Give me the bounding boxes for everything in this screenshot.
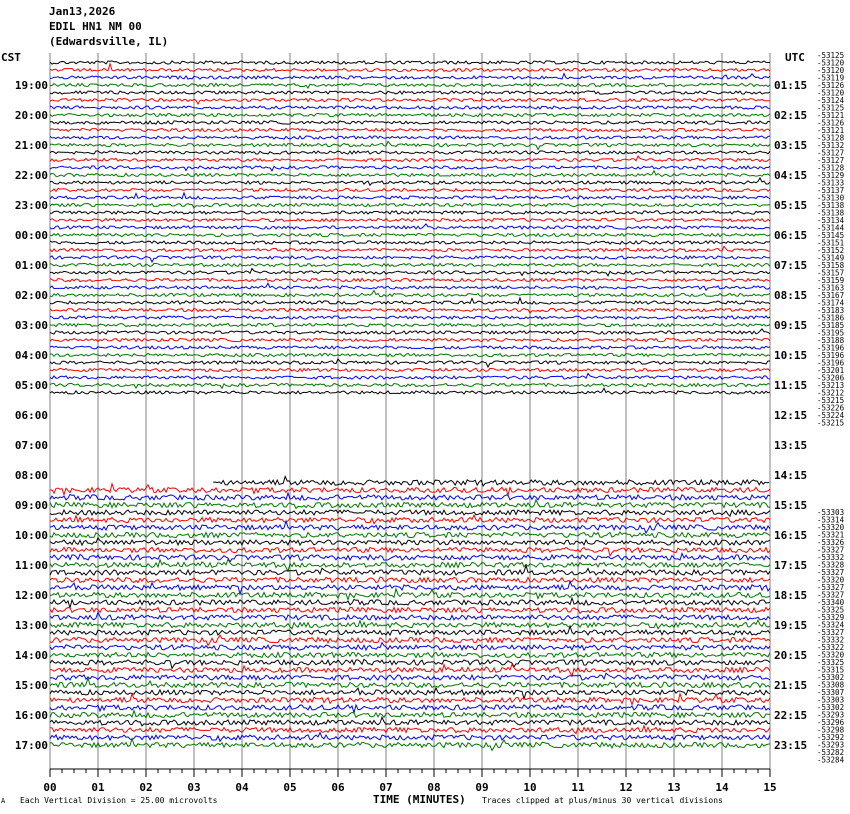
trace-offset-label: -53125 xyxy=(817,103,845,113)
left-hour-label: 06:00 xyxy=(14,409,48,422)
left-hour-label: 02:00 xyxy=(14,289,48,302)
x-tick-label-04: 04 xyxy=(235,781,249,794)
trace-12:00-2 xyxy=(50,582,770,595)
trace-09:00-0 xyxy=(213,477,769,486)
right-hour-label: 20:15 xyxy=(774,649,808,662)
left-hour-label: 01:00 xyxy=(14,259,48,272)
trace-offset-label: -53293 xyxy=(817,710,845,720)
trace-offset-label: -53320 xyxy=(817,650,845,660)
trace-offset-labels xyxy=(817,51,845,765)
trace-offset-label: -53185 xyxy=(817,321,845,330)
trace-16:00-3 xyxy=(50,711,770,718)
x-tick-label-07: 07 xyxy=(379,781,393,794)
trace-offset-label: -53320 xyxy=(817,575,845,585)
trace-offset-label: -53149 xyxy=(817,253,845,263)
clip-note: Traces clipped at plus/minus 30 vertical divisions xyxy=(482,796,723,805)
left-hour-label: 00:00 xyxy=(14,229,48,242)
trace-offset-label: -53328 xyxy=(817,560,845,570)
trace-01:00-3 xyxy=(50,263,770,266)
trace-20:00-2 xyxy=(50,106,770,109)
trace-offset-label: -53196 xyxy=(817,358,845,368)
trace-09:00-1 xyxy=(50,484,770,496)
right-hour-label: 14:15 xyxy=(774,469,808,482)
trace-offset-label: -53224 xyxy=(817,411,845,420)
trace-02:00-2 xyxy=(50,283,770,290)
trace-21:00-3 xyxy=(50,141,770,149)
left-hour-label: 05:00 xyxy=(14,379,48,392)
trace-offset-label: -53307 xyxy=(817,688,845,697)
trace-offset-label: -53321 xyxy=(817,530,845,540)
trace-offset-label: -53127 xyxy=(817,156,845,165)
trace-19:00-0 xyxy=(50,61,770,64)
trace-22:00-3 xyxy=(50,171,770,177)
x-tick-label-06: 06 xyxy=(331,781,345,794)
x-tick-label-05: 05 xyxy=(283,781,297,794)
right-hour-label: 03:15 xyxy=(774,139,808,152)
trace-00:00-1 xyxy=(50,218,770,221)
trace-offset-label: -53134 xyxy=(817,216,845,225)
left-hour-label: 20:00 xyxy=(14,109,48,122)
trace-offset-label: -53145 xyxy=(817,231,845,240)
trace-15:00-3 xyxy=(50,678,770,688)
trace-16:00-2 xyxy=(50,705,770,713)
corner-mark: A xyxy=(1,797,6,805)
trace-offset-label: -53152 xyxy=(817,246,845,255)
trace-00:00-0 xyxy=(50,211,770,214)
trace-offset-label: -53121 xyxy=(817,126,845,135)
trace-01:00-0 xyxy=(50,241,770,244)
left-hour-label: 08:00 xyxy=(14,469,48,482)
x-tick-label-03: 03 xyxy=(187,781,201,794)
trace-17:00-3 xyxy=(50,739,770,751)
right-hour-label: 22:15 xyxy=(774,709,808,722)
trace-16:00-0 xyxy=(50,688,770,699)
trace-23:00-0 xyxy=(50,178,770,185)
trace-14:00-3 xyxy=(50,652,770,657)
left-hour-label: 09:00 xyxy=(14,499,48,512)
right-hour-label: 02:15 xyxy=(774,109,808,122)
trace-21:00-2 xyxy=(50,136,770,139)
trace-offset-label: -53151 xyxy=(817,238,845,248)
trace-09:00-3 xyxy=(50,500,770,509)
trace-offset-label: -53302 xyxy=(817,673,845,682)
trace-17:00-2 xyxy=(50,733,770,742)
trace-11:00-2 xyxy=(50,553,770,561)
grid-lines xyxy=(50,53,770,769)
trace-13:00-2 xyxy=(50,612,770,620)
trace-04:00-0 xyxy=(50,329,770,334)
trace-offset-label: -53326 xyxy=(817,538,845,547)
trace-offset-label: -53298 xyxy=(817,725,845,735)
trace-17:00-1 xyxy=(50,726,770,734)
trace-offset-label: -53340 xyxy=(817,598,845,607)
x-tick-label-09: 09 xyxy=(475,781,489,794)
trace-22:00-1 xyxy=(50,156,770,162)
right-hour-label: 13:15 xyxy=(774,439,808,452)
trace-15:00-1 xyxy=(50,664,770,676)
trace-04:00-1 xyxy=(50,338,770,341)
trace-14:00-2 xyxy=(50,643,770,650)
trace-offset-label: -53293 xyxy=(817,740,845,750)
left-hour-label: 14:00 xyxy=(14,649,48,662)
left-hour-label: 23:00 xyxy=(14,199,48,212)
trace-offset-label: -53128 xyxy=(817,133,845,143)
station-label: EDIL HN1 NM 00 xyxy=(49,20,142,33)
trace-03:00-0 xyxy=(50,298,770,304)
trace-10:00-1 xyxy=(50,515,770,524)
right-hour-label: 10:15 xyxy=(774,349,808,362)
trace-offset-label: -53128 xyxy=(817,163,845,173)
trace-offset-label: -53201 xyxy=(817,366,845,375)
trace-00:00-2 xyxy=(50,224,770,229)
trace-offset-label: -53138 xyxy=(817,201,845,210)
trace-20:00-0 xyxy=(50,91,770,94)
trace-offset-label: -53144 xyxy=(817,223,845,233)
date-label: Jan13,2026 xyxy=(49,5,116,18)
trace-offset-label: -53121 xyxy=(817,111,845,120)
trace-offset-label: -53329 xyxy=(817,613,845,622)
trace-05:00-1 xyxy=(50,368,770,371)
x-tick-label-10: 10 xyxy=(523,781,537,794)
trace-offset-label: -53332 xyxy=(817,553,845,562)
trace-20:00-1 xyxy=(50,98,770,104)
left-timezone-label: CST xyxy=(1,51,21,64)
x-tick-label-13: 13 xyxy=(667,781,681,794)
trace-11:00-3 xyxy=(50,559,770,571)
x-tick-label-00: 00 xyxy=(43,781,57,794)
trace-15:00-2 xyxy=(50,673,770,680)
trace-13:00-3 xyxy=(50,620,770,629)
trace-23:00-1 xyxy=(50,188,770,191)
trace-21:00-0 xyxy=(50,121,770,124)
left-hour-label: 07:00 xyxy=(14,439,48,452)
right-hour-label: 23:15 xyxy=(774,739,808,752)
x-tick-label-14: 14 xyxy=(715,781,729,794)
trace-offset-label: -53327 xyxy=(817,545,845,555)
left-hour-label: 03:00 xyxy=(14,319,48,332)
trace-01:00-1 xyxy=(50,246,770,251)
trace-offset-label: -53324 xyxy=(817,620,845,630)
right-hour-label: 09:15 xyxy=(774,319,808,332)
left-hour-label: 13:00 xyxy=(14,619,48,632)
right-hour-label: 19:15 xyxy=(774,619,808,632)
trace-offset-label: -53314 xyxy=(817,515,845,525)
right-hour-labels xyxy=(774,79,807,752)
trace-04:00-3 xyxy=(50,353,770,356)
trace-offset-label: -53315 xyxy=(817,665,845,675)
x-tick-label-11: 11 xyxy=(571,781,585,794)
left-hour-label: 10:00 xyxy=(14,529,48,542)
left-hour-label: 11:00 xyxy=(14,559,48,572)
trace-offset-label: -53133 xyxy=(817,178,845,188)
trace-offset-label: -53212 xyxy=(817,388,845,398)
trace-19:00-2 xyxy=(50,74,770,80)
trace-offset-label: -53159 xyxy=(817,276,845,285)
trace-offset-label: -53196 xyxy=(817,343,845,353)
trace-05:00-0 xyxy=(50,359,770,367)
left-hour-label: 16:00 xyxy=(14,709,48,722)
left-hour-labels xyxy=(15,79,48,752)
left-hour-label: 15:00 xyxy=(14,679,48,692)
trace-10:00-2 xyxy=(50,521,770,533)
right-hour-label: 16:15 xyxy=(774,529,808,542)
trace-21:00-1 xyxy=(50,128,770,131)
right-hour-label: 08:15 xyxy=(774,289,808,302)
trace-offset-label: -53163 xyxy=(817,283,845,293)
trace-offset-label: -53132 xyxy=(817,141,845,150)
trace-15:00-0 xyxy=(50,659,770,668)
trace-11:00-0 xyxy=(50,538,770,545)
trace-offset-label: -53308 xyxy=(817,680,845,690)
trace-06:00-0 xyxy=(50,388,770,394)
trace-offset-label: -53127 xyxy=(817,148,845,158)
trace-04:00-2 xyxy=(50,346,770,349)
trace-02:00-1 xyxy=(50,278,770,281)
trace-offset-label: -53120 xyxy=(817,58,845,68)
trace-17:00-0 xyxy=(50,717,770,726)
trace-offset-label: -53292 xyxy=(817,733,845,742)
location-label: (Edwardsville, IL) xyxy=(49,35,169,48)
trace-offset-label: -53120 xyxy=(817,66,845,75)
right-hour-label: 07:15 xyxy=(774,259,808,272)
x-tick-label-08: 08 xyxy=(427,781,441,794)
trace-offset-label: -53215 xyxy=(817,418,845,428)
trace-05:00-3 xyxy=(50,383,770,388)
trace-22:00-0 xyxy=(50,151,770,154)
right-hour-label: 15:15 xyxy=(774,499,808,512)
right-hour-label: 04:15 xyxy=(774,169,808,182)
trace-23:00-3 xyxy=(50,203,770,208)
x-axis-title: TIME (MINUTES) xyxy=(373,793,466,806)
trace-offset-label: -53226 xyxy=(817,403,845,413)
trace-offset-label: -53320 xyxy=(817,523,845,532)
trace-offset-label: -53124 xyxy=(817,96,845,105)
trace-offset-label: -53327 xyxy=(817,628,845,637)
trace-13:00-0 xyxy=(50,598,770,608)
trace-12:00-3 xyxy=(50,589,770,600)
right-hour-label: 06:15 xyxy=(774,229,808,242)
right-hour-label: 01:15 xyxy=(774,79,808,92)
trace-offset-label: -53322 xyxy=(817,643,845,652)
trace-offset-label: -53125 xyxy=(817,51,845,60)
trace-offset-label: -53213 xyxy=(817,381,845,390)
right-hour-label: 12:15 xyxy=(774,409,808,422)
trace-23:00-2 xyxy=(50,193,770,199)
trace-offset-label: -53174 xyxy=(817,298,845,308)
trace-offset-label: -53137 xyxy=(817,186,845,195)
trace-offset-label: -53303 xyxy=(817,695,845,705)
trace-offset-label: -53138 xyxy=(817,208,845,218)
trace-offset-label: -53327 xyxy=(817,568,845,577)
trace-02:00-3 xyxy=(50,290,770,296)
trace-01:00-2 xyxy=(50,256,770,262)
trace-offset-label: -53206 xyxy=(817,373,845,383)
trace-offset-label: -53119 xyxy=(817,73,845,83)
right-timezone-label: UTC xyxy=(785,51,805,64)
trace-00:00-3 xyxy=(50,233,770,236)
trace-offset-label: -53158 xyxy=(817,261,845,270)
right-hour-label: 18:15 xyxy=(774,589,808,602)
trace-offset-label: -53167 xyxy=(817,291,845,300)
trace-offset-label: -53120 xyxy=(817,88,845,98)
trace-20:00-3 xyxy=(50,113,770,116)
trace-offset-label: -53282 xyxy=(817,748,845,757)
trace-offset-label: -53129 xyxy=(817,171,845,180)
trace-03:00-3 xyxy=(50,323,770,326)
trace-14:00-1 xyxy=(50,635,770,645)
trace-offset-label: -53325 xyxy=(817,605,845,615)
trace-offset-label: -53188 xyxy=(817,336,845,345)
trace-10:00-3 xyxy=(50,532,770,538)
trace-offset-label: -53296 xyxy=(817,718,845,727)
left-hour-label: 22:00 xyxy=(14,169,48,182)
x-tick-label-02: 02 xyxy=(139,781,153,794)
left-hour-label: 04:00 xyxy=(14,349,48,362)
trace-offset-label: -53303 xyxy=(817,508,845,517)
trace-offset-label: -53195 xyxy=(817,328,845,338)
left-hour-label: 17:00 xyxy=(14,739,48,752)
trace-offset-label: -53325 xyxy=(817,658,845,667)
trace-offset-label: -53327 xyxy=(817,583,845,592)
trace-10:00-0 xyxy=(50,510,770,516)
trace-05:00-2 xyxy=(50,374,770,380)
x-tick-label-01: 01 xyxy=(91,781,105,794)
trace-offset-label: -53215 xyxy=(817,396,845,405)
trace-13:00-1 xyxy=(50,607,770,613)
x-tick-label-12: 12 xyxy=(619,781,633,794)
trace-12:00-1 xyxy=(50,577,770,583)
trace-11:00-1 xyxy=(50,547,770,556)
right-hour-label: 11:15 xyxy=(774,379,808,392)
trace-offset-label: -53130 xyxy=(817,193,845,203)
right-hour-label: 17:15 xyxy=(774,559,808,572)
trace-offset-label: -53332 xyxy=(817,635,845,645)
x-tick-label-15: 15 xyxy=(763,781,777,794)
trace-22:00-2 xyxy=(50,166,770,171)
trace-offset-label: -53126 xyxy=(817,81,845,90)
right-hour-label: 05:15 xyxy=(774,199,808,212)
right-hour-label: 21:15 xyxy=(774,679,808,692)
trace-offset-label: -53183 xyxy=(817,306,845,315)
trace-19:00-3 xyxy=(50,83,770,88)
left-hour-label: 19:00 xyxy=(14,79,48,92)
trace-offset-label: -53157 xyxy=(817,268,845,278)
trace-09:00-2 xyxy=(50,493,770,500)
trace-group xyxy=(50,61,770,751)
left-hour-label: 21:00 xyxy=(14,139,48,152)
trace-16:00-1 xyxy=(50,694,770,705)
trace-offset-label: -53196 xyxy=(817,351,845,360)
trace-offset-label: -53327 xyxy=(817,590,845,600)
left-hour-label: 12:00 xyxy=(14,589,48,602)
trace-offset-label: -53302 xyxy=(817,703,845,712)
trace-offset-label: -53186 xyxy=(817,313,845,323)
trace-03:00-1 xyxy=(50,308,770,313)
trace-02:00-0 xyxy=(50,269,770,276)
trace-03:00-2 xyxy=(50,316,770,319)
trace-19:00-1 xyxy=(50,64,770,72)
scale-note: Each Vertical Division = 25.00 microvolts xyxy=(20,796,218,805)
x-axis xyxy=(43,769,776,794)
trace-offset-label: -53284 xyxy=(817,755,845,765)
trace-offset-label: -53126 xyxy=(817,118,845,128)
